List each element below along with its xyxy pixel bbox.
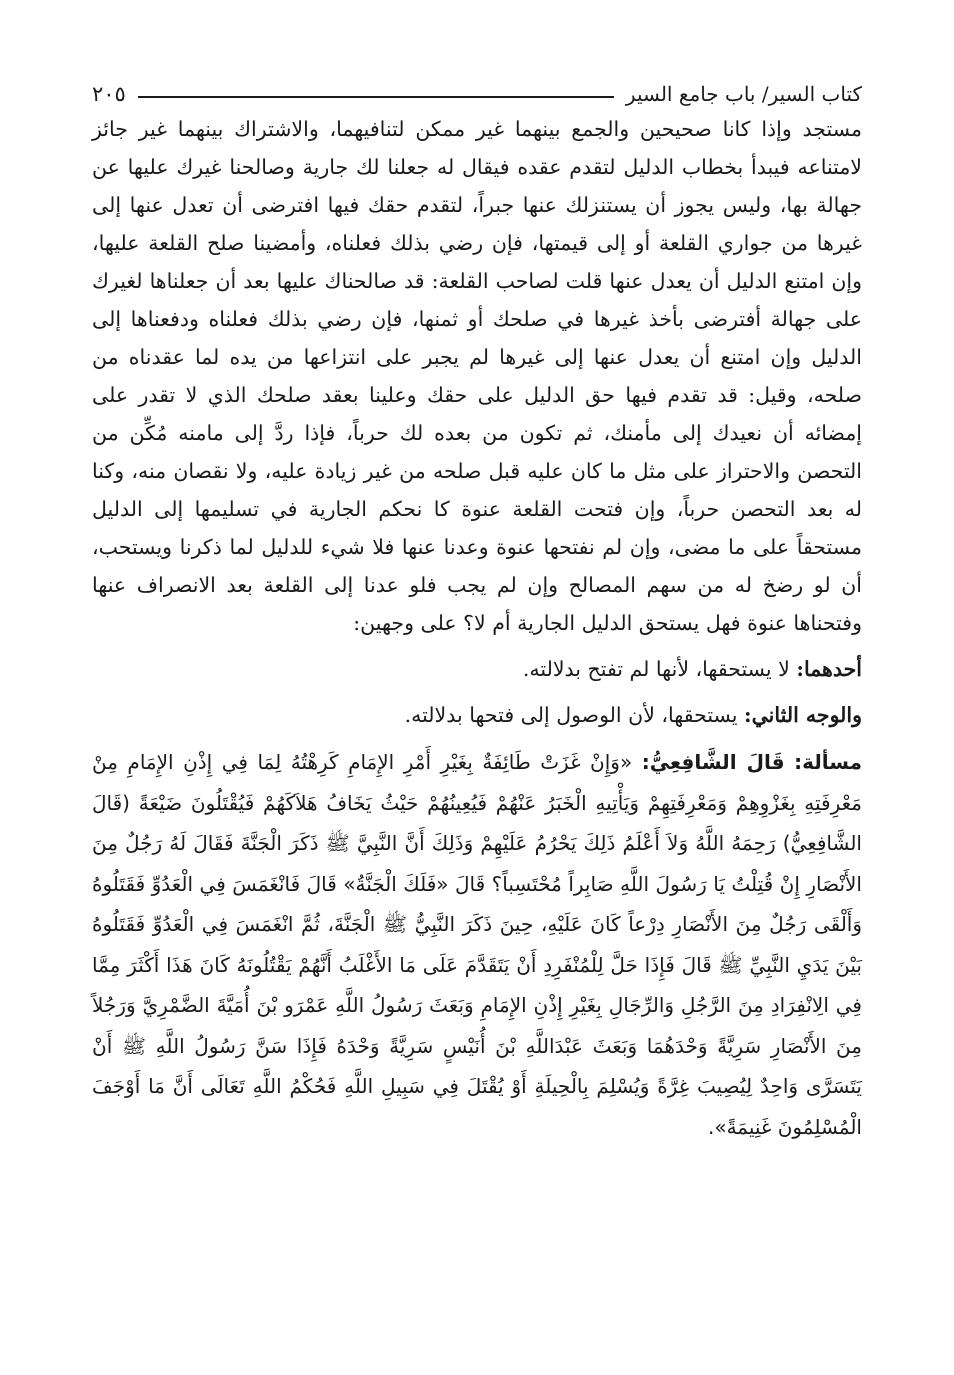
paragraph-masala xyxy=(92,742,862,1147)
first-view-text: لا يستحقها، لأنها لم تفتح بدلالته. xyxy=(522,657,790,681)
header-title: كتاب السير/ باب جامع السير xyxy=(625,82,862,106)
book-page xyxy=(92,72,862,1147)
paragraph-commentary: مستجد وإذا كانا صحيحين والجمع بينهما غير ممكن لتنافيهما، والاشتراك بينهما غير جائز لامتناعه فيبدأ بخطاب الدليل لتقدم عقده فيقال له جعلنا لك جارية وصالحنا غيرك عليها عن جهالة بها، وليس يجوز أن يستنزلك عنها جبراً، لتقدم حقك فيها افترضى أن تعدل عنها إلى غيرها من جواري القلعة أو إلى قيمتها، فإن رضي بذلك فعلناه، وأمضينا صلح القلعة عليها، وإن امتنع الدليل أن يعدل عنها قلت لصاحب القلعة: قد صالحناك عليها بعد أن جعلناها لغيرك على جهالة أفترضى بأخذ غيرها في صلحك أو ثمنها، فإن رضي بذلك فعلناه ودفعناها إلى الدليل وإن امتنع أن يعدل عنها إلى غيرها لم يجبر على انتزاعها من يده لما عقدناه من صلحه، وقيل: قد تقدم فيها حق الدليل على حقك وعلينا بعقد صلحك الذي لا تقدر على إمضائه أن نعيدك إلى مأمنك، ثم تكون من بعده لك حرباً، فإذا ردَّ إلى مامنه مُكِّن من التحصن والاحتراز على مثل ما كان عليه قبل صلحه من غير زيادة عليه، ولا نقصان منه، وكنا له بعد التحصن حرباً، وإن فتحت القلعة عنوة كا نحكم الجارية في تسليمها إلى الدليل مستحقاً على ما مضى، وإن لم نفتحها عنوة وعدنا عنها فلا شيء للدليل لما ذكرنا ويستحب، أن لو رضخ له من سهم المصالح وإن لم يجب فلو عدنا إلى القلعة بعد الانصراف عنها وفتحناها عنوة فهل يستحق الدليل الجارية أم لا؟ على وجهين: xyxy=(92,117,862,635)
masala-text: «وَإِنْ غَزَتْ طَائِفَةٌ بِغَيْرِ أَمْرِ الإِمَامِ كَرِهْتُهُ لِمَا فِي إِذْنِ الإِمَامِ مِنْ مَعْرِفَتِهِ بِغَزْوِهِمْ وَمَعْرِفَتِهِمْ وَيَأْتِيهِ الْخَبَرُ عَنْهُمْ فَيُعِينُهُمْ حَيْثُ يَخَافُ هَلاَكَهُمْ فَيُقْتَلُونَ ضَيْعَةً (قَالَ الشَّافِعِيُّ) رَحِمَهُ اللَّهُ وَلاَ أَعْلَمُ ذَلِكَ يَحْرُمُ عَلَيْهِمْ وَذَلِكَ أَنَّ النَّبِيَّ ﷺ ذَكَرَ الْجَنَّةَ فَقَالَ لَهُ رَجُلٌ مِنَ الأَنْصَارِ إِنْ قُتِلْتُ يَا رَسُولَ اللَّهِ صَابِراً مُحْتَسِباً؟ قَالَ «فَلَكَ الْجَنَّةُ» قَالَ فَانْغَمَسَ فِي الْعَدُوِّ فَقَتَلُوهُ وَأَلْقَى رَجُلٌ مِنَ الأَنْصَارِ دِرْعاً كَانَ عَلَيْهِ، حِينَ ذَكَرَ النَّبِيُّ ﷺ الْجَنَّةَ، ثُمَّ انْغَمَسَ فِي الْعَدُوِّ فَقَتَلُوهُ بَيْنَ يَدَيِ النَّبِيِّ ﷺ قَالَ فَإِذَا حَلَّ لِلْمُنْفَرِدِ أَنْ يَتَقَدَّمَ عَلَى مَا الأَغْلَبُ أَنَّهُمْ يَقْتُلُونَهُ كَانَ هَذَا أَكْثَرَ مِمَّا فِي الِانْفِرَادِ مِنَ الرَّجُلِ وَالرِّجَالِ بِغَيْرِ إِذْنِ الإِمَامِ وَبَعَثَ رَسُولُ اللَّهِ عَمْرَو بْنَ أُمَيَّةَ الضَّمْرِيَّ وَرَجُلاً مِنَ الأَنْصَارِ سَرِيَّةً وَحْدَهُمَا وَبَعَثَ عَبْدَاللَّهِ بْنَ أُنَيْسٍ سَرِيَّةً وَحْدَهُ فَإِذَا سَنَّ رَسُولُ اللَّهِ ﷺ أَنْ يَتَسَرَّى وَاحِدٌ لِيُصِيبَ غِرَّةً وَيُسْلِمَ بِالْحِيلَةِ أَوْ يُقْتَلَ فِي سَبِيلِ اللَّهِ فَحُكْمُ اللَّهِ تَعَالَى أَنَّ مَا أَوْجَفَ الْمُسْلِمُونَ غَنِيمَةً». xyxy=(92,750,862,1139)
running-header xyxy=(92,72,862,106)
masala-label: مسألة: xyxy=(794,750,863,774)
body-text xyxy=(92,110,862,1147)
masala-speaker: قَالَ الشَّافِعِيُّ: xyxy=(641,750,785,774)
paragraph-first-view xyxy=(92,650,862,688)
paragraph-second-view xyxy=(92,696,862,734)
first-view-label: أحدهما: xyxy=(796,657,862,681)
page-number: ٢٠٥ xyxy=(92,82,126,106)
second-view-label: والوجه الثاني: xyxy=(744,703,862,727)
second-view-text: يستحقها، لأن الوصول إلى فتحها بدلالته. xyxy=(404,703,738,727)
header-rule xyxy=(138,96,614,98)
